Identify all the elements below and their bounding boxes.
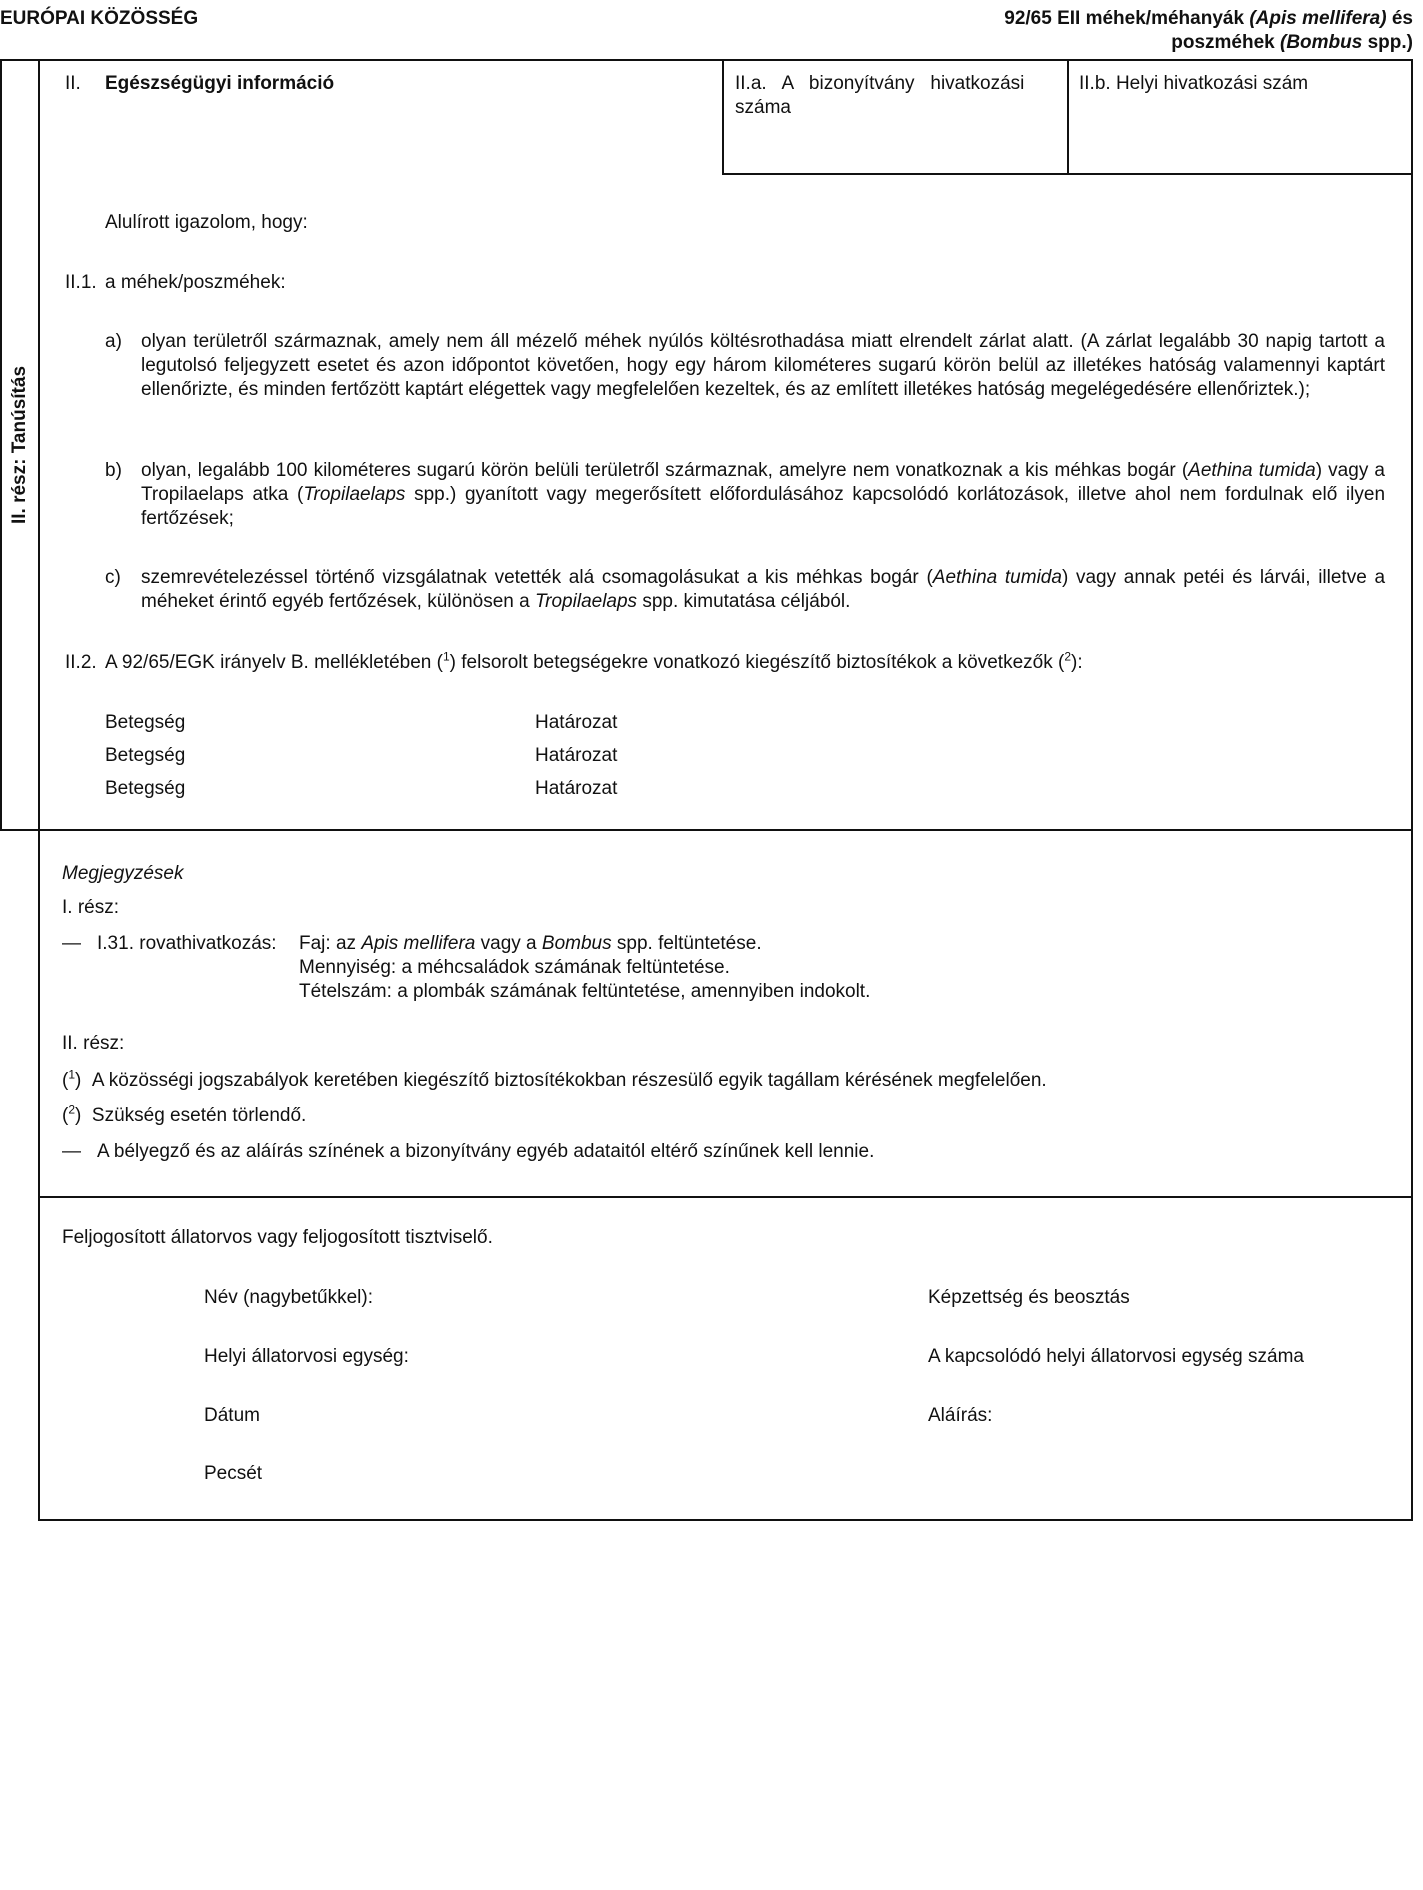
disease-label: Betegség	[105, 778, 186, 799]
ref-box-mid	[1067, 59, 1069, 175]
frame-divider-1	[0, 829, 1413, 831]
footnote-2: ($^2$) Szükség esetén törlendő.	[62, 1102, 307, 1126]
disease-label: Betegség	[105, 745, 186, 766]
ii1-number: II.1.	[65, 272, 97, 293]
local-reference-label: II.b. Helyi hivatkozási szám	[1079, 73, 1309, 94]
ref-box-left	[722, 59, 724, 175]
disease-row	[105, 744, 185, 768]
frame-divider-2	[38, 1196, 1413, 1198]
ii2-text: A 92/65/EGK irányelv B. mellékletében ($^1$) felsorolt betegségekre vonatkozó kiegészítő biztosítékok a következők ($^2$):	[105, 649, 1083, 673]
section-number: II.	[65, 73, 81, 94]
notes-box-ref: I.31. rovathivatkozás:	[97, 933, 277, 954]
notes-dash-2: —	[62, 1141, 81, 1162]
notes-dash-1: —	[62, 933, 81, 954]
certificate-reference-label: II.a. A bizonyítvány hivatkozási száma	[735, 73, 1025, 118]
item-c-text: szemrevételezéssel történő vizsgálatnak vetették alá csomagolásukat a kis méhkas bogár (Aethina tumida) vagy annak petéi és lárvái, illetve a méheket érintő egyéb fertőzések, különösen a Tropilaelaps spp. kimutatása céljából.	[141, 567, 1386, 612]
section-title: Egészségügyi információ	[105, 73, 335, 94]
frame-top	[0, 59, 1413, 61]
notes-species: Faj: az Apis mellifera vagy a Bombus spp. feltüntetése.	[299, 933, 762, 954]
decision-label: Határozat	[535, 712, 618, 733]
side-label: II. rész: Tanúsítás	[9, 365, 30, 525]
item-b-text: olyan, legalább 100 kilométeres sugarú körön belüli területről származnak, amelyre nem vonatkoznak a kis méhkas bogár (Aethina tumida) vagy a Tropilaelaps atka (Tropilaelaps spp.) gyanított vagy megerősített előfordulásához kapcsolódó korlátozások, illetve ahol nem fordulnak elő ilyen fertőzések;	[141, 460, 1386, 529]
stamp-label: Pecsét	[204, 1463, 263, 1484]
item-a-text: olyan területről származnak, amely nem áll mézelő méhek nyúlós költésrothadása miatt elrendelt zárlat alatt. (A zárlat legalább 30 napig tartott a legutolsó feljegyzett esetet és azon időpontot követően, hogy egy három kilométeres sugarú körön belül az illetékes hatóság valamennyi kaptárt ellenőrizte, és minden fertőzött kaptárt elégettek vagy megfelelően kezeltek, és az említett illetékes hatóság megelégedésére ellenőriztek.);	[141, 331, 1385, 400]
frame-bottom	[38, 1519, 1413, 1521]
notes-title: Megjegyzések	[62, 863, 184, 884]
item-c-label: c)	[105, 567, 121, 588]
decision-label: Határozat	[535, 745, 618, 766]
item-b-label: b)	[105, 460, 122, 481]
certify-text: Alulírott igazolom, hogy:	[105, 212, 308, 233]
footnote-stamp-color: A bélyegző és az aláírás színének a bizonyítvány egyéb adataitól eltérő színűnek kell lennie.	[97, 1141, 875, 1162]
ii1-text: a méhek/poszméhek:	[105, 272, 286, 293]
ref-box-bottom	[722, 173, 1413, 175]
frame-left-inner	[38, 59, 40, 1521]
signature-label: Aláírás:	[928, 1405, 993, 1426]
disease-row	[105, 777, 185, 801]
local-unit-label: Helyi állatorvosi egység:	[204, 1346, 409, 1367]
frame-right	[1411, 59, 1413, 1521]
ii2-number: II.2.	[65, 652, 97, 673]
notes-lot: Tételszám: a plombák számának feltüntetése, amennyiben indokolt.	[299, 981, 871, 1002]
name-label: Név (nagybetűkkel):	[204, 1287, 373, 1308]
signature-intro: Feljogosított állatorvos vagy feljogosított tisztviselő.	[62, 1227, 493, 1248]
notes-part2: II. rész:	[62, 1033, 125, 1054]
notes-part1: I. rész:	[62, 897, 120, 918]
directive-header: 92/65 EII méhek/méhanyák (Apis mellifera) és poszméhek (Bombus spp.)	[1004, 8, 1413, 53]
qualification-label: Képzettség és beosztás	[928, 1287, 1130, 1308]
notes-quantity: Mennyiség: a méhcsaládok számának feltüntetése.	[299, 957, 730, 978]
footnote-1: ($^1$) A közösségi jogszabályok keretében kiegészítő biztosítékokban részesülő egyik tagállam kérésének megfelelően.	[62, 1067, 1047, 1091]
community-header: EURÓPAI KÖZÖSSÉG	[0, 8, 199, 29]
date-label: Dátum	[204, 1405, 260, 1426]
decision-label: Határozat	[535, 778, 618, 799]
disease-row	[105, 711, 185, 735]
disease-label: Betegség	[105, 712, 186, 733]
item-a-label: a)	[105, 331, 122, 352]
local-unit-number-label: A kapcsolódó helyi állatorvosi egység száma	[928, 1346, 1304, 1367]
